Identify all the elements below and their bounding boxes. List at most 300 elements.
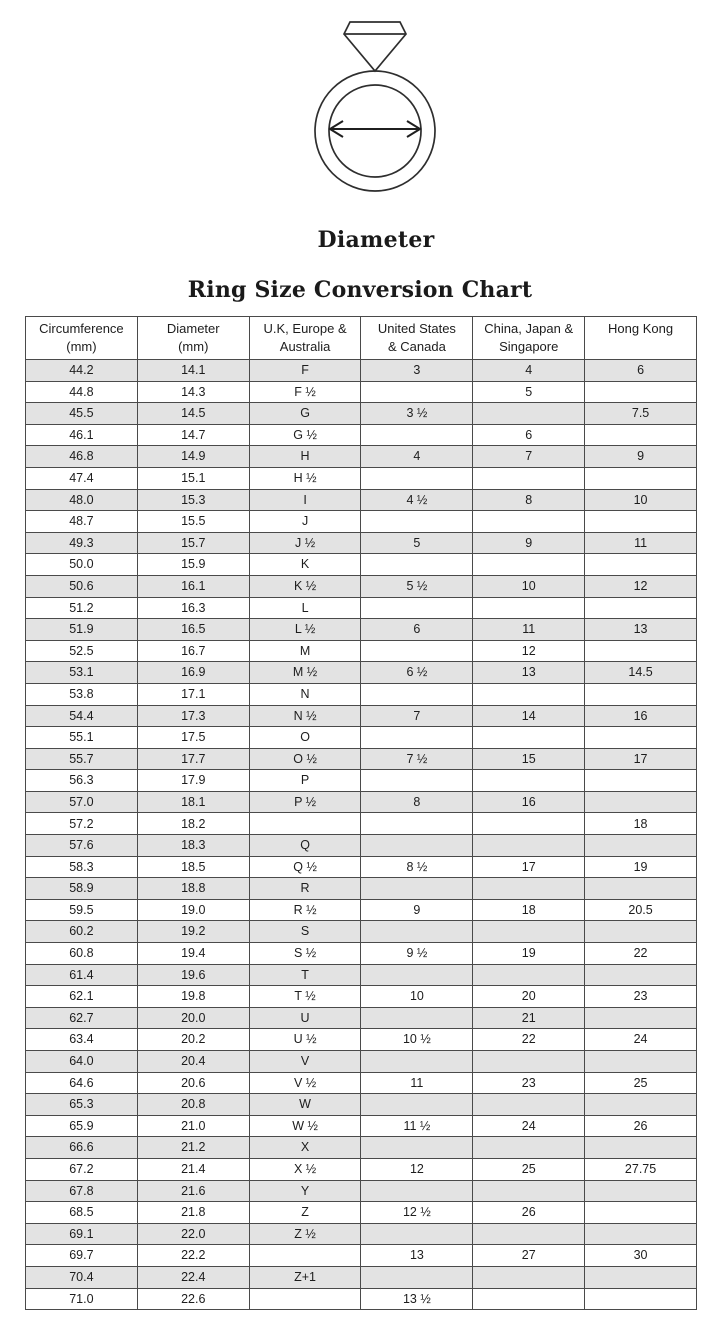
table-cell <box>473 964 585 986</box>
table-cell: 10 <box>361 986 473 1008</box>
table-cell: 7 <box>361 705 473 727</box>
table-cell: 16 <box>585 705 697 727</box>
table-cell <box>585 1137 697 1159</box>
table-cell: 67.2 <box>26 1158 138 1180</box>
table-cell: 15.5 <box>137 511 249 533</box>
table-cell <box>585 835 697 857</box>
table-cell: 19 <box>585 856 697 878</box>
table-cell: 20.4 <box>137 1051 249 1073</box>
table-cell: V ½ <box>249 1072 361 1094</box>
table-cell: Z <box>249 1202 361 1224</box>
table-cell <box>585 791 697 813</box>
table-cell: 19.4 <box>137 943 249 965</box>
table-row <box>26 1180 697 1202</box>
table-cell: R ½ <box>249 899 361 921</box>
table-cell <box>585 640 697 662</box>
table-cell <box>473 835 585 857</box>
table-cell: 22.6 <box>137 1288 249 1310</box>
table-cell <box>585 1266 697 1288</box>
table-row <box>26 360 697 382</box>
table-row <box>26 899 697 921</box>
table-cell: H ½ <box>249 467 361 489</box>
table-cell: 44.2 <box>26 360 138 382</box>
table-cell: 18.5 <box>137 856 249 878</box>
table-cell: 57.2 <box>26 813 138 835</box>
table-cell: 11 <box>473 619 585 641</box>
table-cell: 15.9 <box>137 554 249 576</box>
table-cell <box>473 511 585 533</box>
table-cell: 51.2 <box>26 597 138 619</box>
table-cell: 55.1 <box>26 727 138 749</box>
table-cell <box>361 835 473 857</box>
table-cell <box>473 1137 585 1159</box>
table-cell: 12 <box>473 640 585 662</box>
table-row <box>26 1223 697 1245</box>
table-cell <box>585 511 697 533</box>
table-cell: G ½ <box>249 424 361 446</box>
table-cell: L <box>249 597 361 619</box>
table-cell <box>585 770 697 792</box>
diamond-ring-icon <box>308 15 442 197</box>
table-row <box>26 489 697 511</box>
table-cell: 6 ½ <box>361 662 473 684</box>
table-cell: K <box>249 554 361 576</box>
table-cell: 21.4 <box>137 1158 249 1180</box>
table-cell <box>361 1094 473 1116</box>
table-cell: 15.3 <box>137 489 249 511</box>
table-cell: Y <box>249 1180 361 1202</box>
table-cell: 9 <box>361 899 473 921</box>
table-row <box>26 964 697 986</box>
table-cell: 4 <box>361 446 473 468</box>
table-row <box>26 748 697 770</box>
table-cell: 4 <box>473 360 585 382</box>
table-cell <box>585 878 697 900</box>
table-cell <box>473 1288 585 1310</box>
table-row <box>26 1094 697 1116</box>
table-cell <box>361 727 473 749</box>
table-cell: 5 <box>473 381 585 403</box>
table-row <box>26 835 697 857</box>
table-cell: 23 <box>585 986 697 1008</box>
table-cell: 5 ½ <box>361 575 473 597</box>
table-row <box>26 1266 697 1288</box>
table-cell: 55.7 <box>26 748 138 770</box>
table-cell <box>249 813 361 835</box>
table-cell: 23 <box>473 1072 585 1094</box>
table-cell: 45.5 <box>26 403 138 425</box>
table-cell: 14.1 <box>137 360 249 382</box>
table-row <box>26 1288 697 1310</box>
table-cell: J <box>249 511 361 533</box>
table-cell: 14.5 <box>137 403 249 425</box>
table-cell: 71.0 <box>26 1288 138 1310</box>
table-cell: 25 <box>585 1072 697 1094</box>
col-header-united-states-canada: United States & Canada <box>361 317 473 360</box>
table-cell: 18 <box>585 813 697 835</box>
table-cell: 58.3 <box>26 856 138 878</box>
table-row <box>26 727 697 749</box>
table-cell: 14.9 <box>137 446 249 468</box>
table-cell <box>585 381 697 403</box>
table-cell: K ½ <box>249 575 361 597</box>
table-cell: 8 <box>473 489 585 511</box>
table-cell: 21 <box>473 1007 585 1029</box>
table-cell <box>473 1223 585 1245</box>
table-cell: 27 <box>473 1245 585 1267</box>
table-cell <box>361 1180 473 1202</box>
table-cell <box>361 878 473 900</box>
table-cell: 51.9 <box>26 619 138 641</box>
table-cell <box>473 1266 585 1288</box>
table-cell: 16.5 <box>137 619 249 641</box>
table-cell <box>361 424 473 446</box>
table-cell: 10 ½ <box>361 1029 473 1051</box>
table-cell: 27.75 <box>585 1158 697 1180</box>
table-cell: Q <box>249 835 361 857</box>
table-cell: 70.4 <box>26 1266 138 1288</box>
table-cell: 61.4 <box>26 964 138 986</box>
table-cell: 18.8 <box>137 878 249 900</box>
table-cell: 60.8 <box>26 943 138 965</box>
table-row <box>26 986 697 1008</box>
table-cell: 24 <box>473 1115 585 1137</box>
table-cell: 20.6 <box>137 1072 249 1094</box>
table-cell: 18 <box>473 899 585 921</box>
table-row <box>26 943 697 965</box>
table-cell: 62.7 <box>26 1007 138 1029</box>
table-row <box>26 575 697 597</box>
table-cell: O ½ <box>249 748 361 770</box>
table-row <box>26 403 697 425</box>
table-cell: 8 ½ <box>361 856 473 878</box>
table-row <box>26 381 697 403</box>
table-row <box>26 511 697 533</box>
table-cell: X ½ <box>249 1158 361 1180</box>
table-cell: F <box>249 360 361 382</box>
table-cell: 19.8 <box>137 986 249 1008</box>
table-cell: 50.0 <box>26 554 138 576</box>
table-row <box>26 791 697 813</box>
table-cell: 8 <box>361 791 473 813</box>
table-cell: W <box>249 1094 361 1116</box>
table-row <box>26 424 697 446</box>
table-cell: Q ½ <box>249 856 361 878</box>
table-cell: 67.8 <box>26 1180 138 1202</box>
table-cell: M <box>249 640 361 662</box>
table-cell <box>473 921 585 943</box>
table-cell <box>585 424 697 446</box>
table-cell: 48.0 <box>26 489 138 511</box>
table-cell <box>585 964 697 986</box>
table-cell: 17.9 <box>137 770 249 792</box>
table-cell: N ½ <box>249 705 361 727</box>
table-cell: 15.1 <box>137 467 249 489</box>
table-cell: 20.8 <box>137 1094 249 1116</box>
table-cell: 9 <box>473 532 585 554</box>
table-cell: 14.7 <box>137 424 249 446</box>
table-cell: 16.1 <box>137 575 249 597</box>
table-cell: W ½ <box>249 1115 361 1137</box>
table-row <box>26 856 697 878</box>
table-row <box>26 683 697 705</box>
table-cell: M ½ <box>249 662 361 684</box>
table-row <box>26 619 697 641</box>
table-cell: U <box>249 1007 361 1029</box>
table-cell: 48.7 <box>26 511 138 533</box>
table-cell <box>585 1223 697 1245</box>
table-cell <box>361 770 473 792</box>
table-cell: 16 <box>473 791 585 813</box>
table-header-row <box>26 317 697 360</box>
table-row <box>26 1072 697 1094</box>
table-cell: 17.3 <box>137 705 249 727</box>
table-cell <box>473 727 585 749</box>
table-cell: 13 <box>361 1245 473 1267</box>
table-cell: 26 <box>473 1202 585 1224</box>
table-cell: 62.1 <box>26 986 138 1008</box>
col-header-diameter-mm: Diameter (mm) <box>137 317 249 360</box>
table-cell <box>473 1180 585 1202</box>
table-cell <box>585 1202 697 1224</box>
table-cell: 10 <box>585 489 697 511</box>
table-cell: 58.9 <box>26 878 138 900</box>
table-cell: 3 ½ <box>361 403 473 425</box>
table-cell <box>361 467 473 489</box>
table-cell: P ½ <box>249 791 361 813</box>
table-cell: 17.7 <box>137 748 249 770</box>
table-row <box>26 1007 697 1029</box>
table-row <box>26 921 697 943</box>
table-row <box>26 1245 697 1267</box>
table-cell: F ½ <box>249 381 361 403</box>
table-cell: J ½ <box>249 532 361 554</box>
table-cell: 59.5 <box>26 899 138 921</box>
table-cell: I <box>249 489 361 511</box>
table-cell: 65.3 <box>26 1094 138 1116</box>
table-cell: V <box>249 1051 361 1073</box>
ring-size-conversion-table <box>25 316 697 1310</box>
table-cell <box>473 1094 585 1116</box>
table-cell: 25 <box>473 1158 585 1180</box>
table-cell: 17 <box>585 748 697 770</box>
table-cell: 14.3 <box>137 381 249 403</box>
table-cell: 64.0 <box>26 1051 138 1073</box>
table-cell: 15.7 <box>137 532 249 554</box>
table-cell: 64.6 <box>26 1072 138 1094</box>
table-cell <box>473 554 585 576</box>
table-cell <box>585 683 697 705</box>
table-cell <box>361 381 473 403</box>
table-cell <box>473 403 585 425</box>
table-cell: 14.5 <box>585 662 697 684</box>
table-cell: 12 <box>361 1158 473 1180</box>
table-cell: 11 <box>585 532 697 554</box>
table-cell: 66.6 <box>26 1137 138 1159</box>
table-cell: 46.8 <box>26 446 138 468</box>
table-cell <box>585 1094 697 1116</box>
table-cell <box>473 683 585 705</box>
table-cell: 21.6 <box>137 1180 249 1202</box>
table-cell <box>473 1051 585 1073</box>
table-cell: 17 <box>473 856 585 878</box>
table-body <box>26 360 697 1310</box>
table-row <box>26 1029 697 1051</box>
table-cell: 16.9 <box>137 662 249 684</box>
table-row <box>26 662 697 684</box>
table-row <box>26 640 697 662</box>
table-cell: 11 ½ <box>361 1115 473 1137</box>
table-cell <box>361 683 473 705</box>
table-cell <box>361 1137 473 1159</box>
table-cell: O <box>249 727 361 749</box>
table-cell: L ½ <box>249 619 361 641</box>
table-cell <box>361 813 473 835</box>
table-cell: 10 <box>473 575 585 597</box>
table-cell: 20.2 <box>137 1029 249 1051</box>
table-row <box>26 1115 697 1137</box>
table-cell: 18.3 <box>137 835 249 857</box>
table-cell: 13 ½ <box>361 1288 473 1310</box>
table-cell: 20.5 <box>585 899 697 921</box>
table-cell: 60.2 <box>26 921 138 943</box>
table-cell: 30 <box>585 1245 697 1267</box>
table-cell <box>249 1288 361 1310</box>
table-cell: 26 <box>585 1115 697 1137</box>
table-cell: 50.6 <box>26 575 138 597</box>
table-cell: 44.8 <box>26 381 138 403</box>
table-cell: 9 ½ <box>361 943 473 965</box>
table-cell: 17.5 <box>137 727 249 749</box>
table-cell: 5 <box>361 532 473 554</box>
table-cell <box>473 597 585 619</box>
table-row <box>26 770 697 792</box>
table-cell: 19.2 <box>137 921 249 943</box>
table-cell: T ½ <box>249 986 361 1008</box>
table-cell: T <box>249 964 361 986</box>
table-cell: 52.5 <box>26 640 138 662</box>
table-row <box>26 878 697 900</box>
table-row <box>26 446 697 468</box>
table-cell <box>585 1180 697 1202</box>
table-row <box>26 1137 697 1159</box>
table-cell <box>361 597 473 619</box>
diameter-arrow-icon <box>330 121 420 137</box>
table-cell: 54.4 <box>26 705 138 727</box>
table-cell: U ½ <box>249 1029 361 1051</box>
table-cell: 22.0 <box>137 1223 249 1245</box>
table-cell: 68.5 <box>26 1202 138 1224</box>
table-cell: 18.1 <box>137 791 249 813</box>
table-cell: X <box>249 1137 361 1159</box>
table-cell: 53.1 <box>26 662 138 684</box>
table-cell <box>585 554 697 576</box>
table-cell: P <box>249 770 361 792</box>
table-cell <box>473 813 585 835</box>
table-cell: 47.4 <box>26 467 138 489</box>
table-cell: 69.7 <box>26 1245 138 1267</box>
table-row <box>26 597 697 619</box>
table-cell: 16.7 <box>137 640 249 662</box>
table-cell: 11 <box>361 1072 473 1094</box>
col-header-uk-europe-australia: U.K, Europe & Australia <box>249 317 361 360</box>
col-header-hong-kong: Hong Kong <box>585 317 697 360</box>
table-cell: 16.3 <box>137 597 249 619</box>
table-cell <box>473 770 585 792</box>
table-cell: 57.0 <box>26 791 138 813</box>
table-cell: 12 ½ <box>361 1202 473 1224</box>
table-cell: 13 <box>585 619 697 641</box>
table-cell: 4 ½ <box>361 489 473 511</box>
table-row <box>26 813 697 835</box>
table-row <box>26 1158 697 1180</box>
table-cell <box>361 964 473 986</box>
table-cell: 22.2 <box>137 1245 249 1267</box>
table-cell <box>361 640 473 662</box>
table-cell: 19.0 <box>137 899 249 921</box>
table-cell <box>361 1223 473 1245</box>
table-cell: 63.4 <box>26 1029 138 1051</box>
table-cell: 19 <box>473 943 585 965</box>
table-cell: 6 <box>473 424 585 446</box>
table-cell <box>585 921 697 943</box>
table-cell: N <box>249 683 361 705</box>
table-cell: 22 <box>473 1029 585 1051</box>
table-cell: 3 <box>361 360 473 382</box>
col-header-china-japan-singapore: China, Japan & Singapore <box>473 317 585 360</box>
table-cell: 9 <box>585 446 697 468</box>
table-cell <box>361 511 473 533</box>
table-cell: 49.3 <box>26 532 138 554</box>
table-cell: 6 <box>585 360 697 382</box>
table-cell: 20.0 <box>137 1007 249 1029</box>
table-cell: S <box>249 921 361 943</box>
table-cell <box>361 921 473 943</box>
table-cell: 18.2 <box>137 813 249 835</box>
diameter-label: Diameter <box>317 227 435 253</box>
table-cell: H <box>249 446 361 468</box>
table-cell <box>473 467 585 489</box>
table-cell: Z+1 <box>249 1266 361 1288</box>
table-cell <box>473 878 585 900</box>
table-cell: 22.4 <box>137 1266 249 1288</box>
table-cell: 20 <box>473 986 585 1008</box>
table-cell <box>585 467 697 489</box>
table-cell: 22 <box>585 943 697 965</box>
table-cell: 13 <box>473 662 585 684</box>
table-cell <box>249 1245 361 1267</box>
table-cell: 65.9 <box>26 1115 138 1137</box>
table-cell: 56.3 <box>26 770 138 792</box>
table-row <box>26 532 697 554</box>
table-cell: 7.5 <box>585 403 697 425</box>
table-row <box>26 1202 697 1224</box>
col-header-circumference-mm: Circumference (mm) <box>26 317 138 360</box>
table-cell: G <box>249 403 361 425</box>
table-cell <box>361 1266 473 1288</box>
table-row <box>26 467 697 489</box>
table-cell <box>585 1288 697 1310</box>
table-cell <box>585 597 697 619</box>
table-cell <box>585 1051 697 1073</box>
table-cell: 12 <box>585 575 697 597</box>
table-cell: 21.0 <box>137 1115 249 1137</box>
table-cell <box>585 1007 697 1029</box>
table-cell: 57.6 <box>26 835 138 857</box>
table-cell <box>361 554 473 576</box>
table-cell: 14 <box>473 705 585 727</box>
table-cell: R <box>249 878 361 900</box>
